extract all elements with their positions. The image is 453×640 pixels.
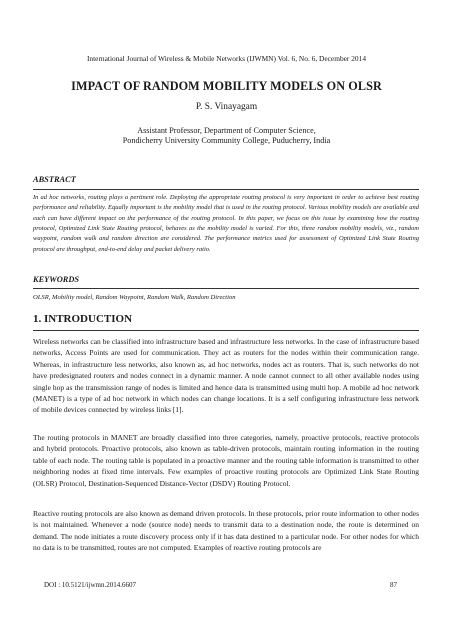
introduction-paragraph-1: Wireless networks can be classified into infrastructure based and infrastructure less networks. In the case of infrastructure based networks, Access Points are used for communication. They act as routers for the nodes within their communication range. Whereas, in infrastructure less networks, also known as, ad hoc networks, nodes act as routers. That is, such networks do not have predesignated routers and nodes connect in a dynamic manner. A node cannot connect to all other available nodes using single hop as the transmission range of nodes is limited and hence data is transmitted using multi hop. A mobile ad hoc network (MANET) is a type of ad hoc network in which nodes can change locations. It is a self configuring infrastructure less network of mobile devices connected by wireless links [1]. [33,337,419,415]
abstract-divider [33,189,419,190]
keywords-text: OLSR, Mobility model, Random Waypoint, Random Walk, Random Direction [33,294,236,301]
introduction-paragraph-2: The routing protocols in MANET are broadly classified into three categories, namely, proactive protocols, reactive protocols and hybrid protocols. Proactive protocols, also known as table-driven protocols, maintain routing information in the routing table of each node. The routing table is populated in a proactive manner and the routing table information is transmitted to other neighboring nodes at fixed time intervals. Few examples of proactive routing protocols are Optimized Link State Routing (OLSR) Protocol, Destination-Sequenced Distance-Vector (DSDV) Routing Protocol. [33,433,419,488]
journal-header: International Journal of Wireless & Mobile Networks (IJWMN) Vol. 6, No. 6, December 2014 [86,54,367,63]
affiliation-line-1: Assistant Professor, Department of Computer Science, [137,126,316,135]
introduction-paragraph-3: Reactive routing protocols are also known as demand driven protocols. In these protocols, prior route information to other nodes is not maintained. Whenever a node (source node) needs to transmit data to a destination node, the route is determined on demand. The node initiates a route discovery process only if it has data destined to a particular node. For other nodes for which no data is to be transmitted, routes are not computed. Examples of reactive routing protocols are [33,509,419,553]
author-affiliation [0,126,453,146]
page-number: 87 [390,581,397,589]
abstract-text: In ad hoc networks, routing plays a pertinent role. Deploying the appropriate routing protocol is very important in order to achieve best routing performance and reliability. Equally important is the mobility model that is used in the routing protocol. Various mobility models are available and each can have different impact on the performance of the routing protocol. In this paper, we focus on this issue by examining how the routing protocol, Optimized Link State Routing protocol, behaves as the mobility model is varied. For this, three random mobility models, viz., random waypoint, random walk and random direction are considered. The performance metrics used for assessment of Optimized Link State Routing protocol are throughput, end-to-end delay and packet delivery ratio. [33,194,419,253]
author-name: P. S. Vinayagam [195,102,258,112]
paper-title: IMPACT OF RANDOM MOBILITY MODELS ON OLSR [71,79,382,93]
affiliation-line-2: Pondicherry University Community College, Puducherry, India [122,136,331,145]
keywords-divider [33,288,419,289]
doi-footer: DOI : 10.5121/ijwmn.2014.6607 [44,581,136,589]
abstract-heading: ABSTRACT [33,175,76,184]
introduction-divider [33,330,419,331]
introduction-heading: 1. INTRODUCTION [33,313,133,325]
keywords-heading: KEYWORDS [33,275,80,284]
